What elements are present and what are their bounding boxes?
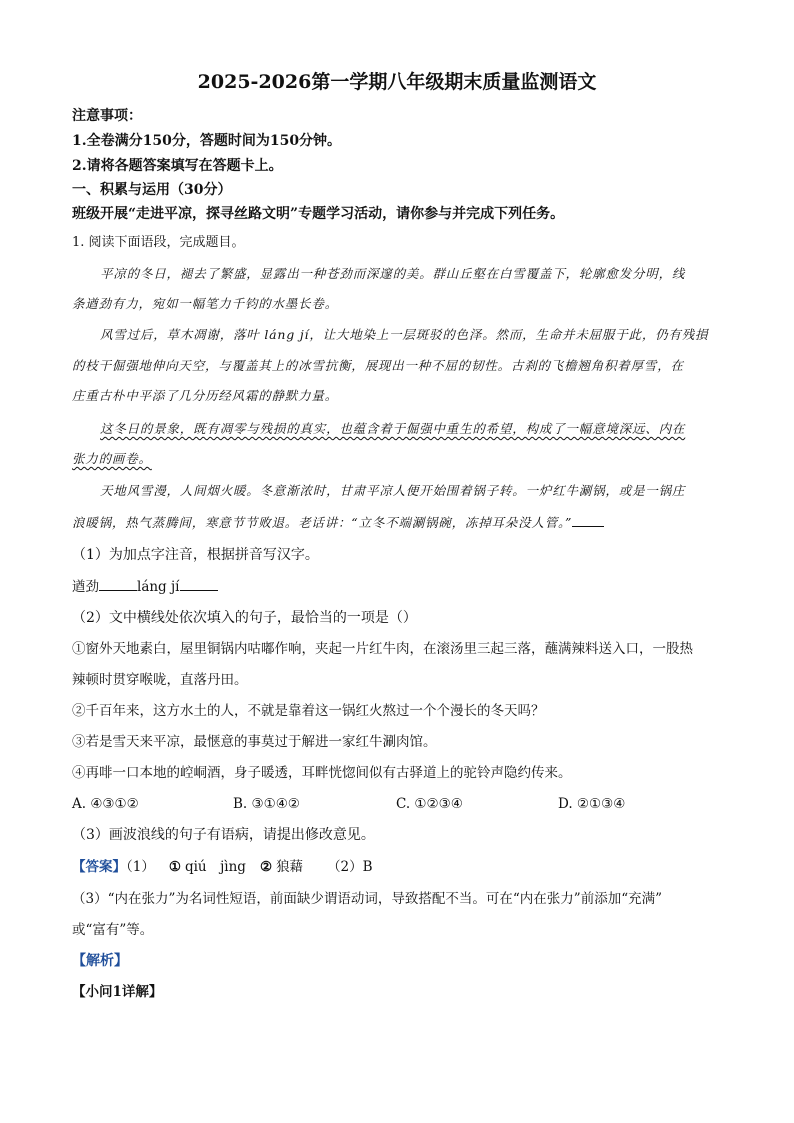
passage-line: 的枝干倔强地伸向天空，与覆盖其上的冰雪抗衡，展现出一种不屈的韧性。古刹的飞檐翘角积着厚雪，在 [72,358,684,373]
section-heading: 一、积累与运用（30分） [72,182,232,198]
option-d: D. ②①③④ [558,796,626,812]
answer-blank [572,512,604,527]
answer-blank [180,576,218,591]
option-c: C. ①②③④ [396,796,463,812]
answer-1-value-1: qiú jìng [184,859,246,875]
passage-line-with-blank [72,512,604,533]
question-1-stem: 1. 阅读下面语段，完成题目。 [72,235,245,250]
circle-number-2: ② [259,859,273,875]
sentence-1: ①窗外天地素白，屋里铜锅内咕嘟作响，夹起一片红牛肉，在滚汤里三起三落，蘸满辣料送入口，一股热 [72,641,693,657]
sentence-1-cont: 辣顿时贯穿喉咙，直落丹田。 [72,672,248,688]
passage-line: 庄重古朴中平添了几分历经风霜的静默力量。 [72,388,339,403]
analysis-subheading: 【小问1详解】 [72,984,163,1000]
wavy-sentence: 这冬日的景象，既有凋零与残损的真实，也蕴含着于倔强中重生的希望，构成了一幅意境深远、内在 [100,421,686,436]
answer-line [72,857,373,877]
notice-item-2: 2.请将各题答案填写在答题卡上。 [72,158,283,174]
passage-line: 天地风雪漫，人间烟火暖。冬意渐浓时，甘肃平凉人便开始围着锅子转。一炉红牛涮锅，或是一锅庄 [100,483,686,498]
answer-3-cont: 或“富有”等。 [72,922,154,938]
sentence-2: ②千百年来，这方水土的人，不就是靠着这一锅红火熬过一个个漫长的冬天吗？ [72,703,545,719]
sub1-fill-line [72,576,218,597]
option-a: A. ④③①② [72,796,139,812]
circle-number-1: ① [168,859,181,875]
passage-line: 条遒劲有力，宛如一幅笔力千钧的水墨长卷。 [72,296,339,311]
answer-blank [99,576,137,591]
sub1-pinyin: láng jí [137,579,180,595]
analysis-tag: 【解析】 [72,953,128,969]
page-title: 2025-2026第一学期八年级期末质量监测语文 [197,71,597,93]
notice-heading: 注意事项： [72,108,142,124]
sub1-word: 遒劲 [72,579,99,595]
sub3-stem: （3）画波浪线的句子有语病，请提出修改意见。 [72,827,375,843]
passage-line: 风雪过后，草木凋谢，落叶 láng jí，让大地染上一层斑驳的色泽。然而，生命并未屈服于此，仍有残損 [100,327,709,342]
sentence-3: ③若是雪天来平凉，最惬意的事莫过于解进一家红牛涮肉馆。 [72,734,437,750]
answer-tag: 【答案】 [72,859,126,875]
sub2-stem: （2）文中横线处依次填入的句子，最恰当的一项是（） [72,610,417,626]
sub1-stem: （1）为加点字注音，根据拼音写汉字。 [72,547,319,563]
option-b: B. ③①④② [233,796,300,812]
task-intro: 班级开展“走进平凉，探寻丝路文明”专题学习活动，请你参与并完成下列任务。 [72,206,565,222]
answer-2: （2）B [327,859,373,875]
wavy-sentence: 张力的画卷。 [72,451,152,466]
notice-item-1: 1.全卷满分150分，答题时间为150分钟。 [72,133,342,149]
passage-text: 浪暖锅，热气蒸腾间，寒意节节败退。老话讲：“立冬不端涮锅碗，冻掉耳朵没人管。” [72,515,573,530]
passage-line: 平凉的冬日，褪去了繁盛，显露出一种苍劲而深邃的美。群山丘壑在白雪覆盖下，轮廓愈发分明，线 [100,266,686,281]
sentence-4: ④再啡一口本地的崆峒酒，身子暖透，耳畔恍惚间似有古驿道上的驼铃声隐约传来。 [72,765,572,781]
answer-1-label: （1） [126,859,155,875]
answer-3: （3）“内在张力”为名词性短语，前面缺少谓语动词，导致搭配不当。可在“内在张力”前添加“充满” [72,891,662,907]
answer-1-value-2: 狼藉 [276,859,304,875]
